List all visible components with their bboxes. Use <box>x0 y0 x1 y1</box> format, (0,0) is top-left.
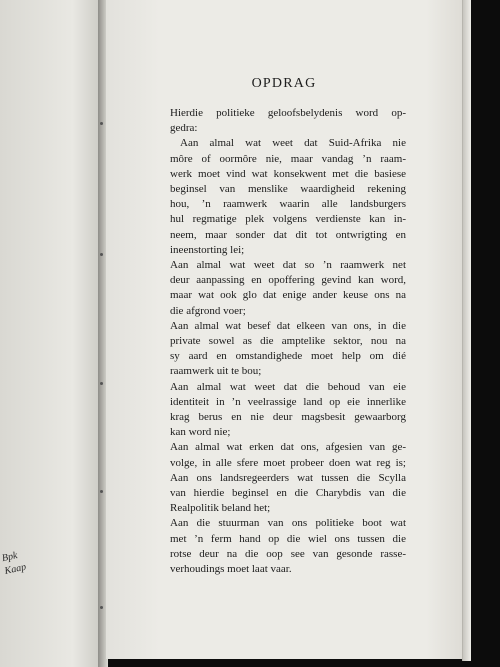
text-line: raamwerk uit te bou; <box>170 365 262 378</box>
dedication-text <box>170 106 406 577</box>
text-line: hou, ’n raamwerk waarin alle landsburgers <box>170 198 406 211</box>
text-line: volge, in alle sfere moet probeer doen wat reg is; <box>170 456 406 469</box>
text-line: die afgrond voer; <box>170 304 246 317</box>
binding-hole <box>100 122 103 125</box>
text-line: werk moet vind wat konsekwent met die basiese <box>170 167 406 180</box>
text-line: Aan almal wat weet dat Suid-Afrika nie <box>180 137 406 150</box>
text-line: maar wat ook glo dat enige ander keuse ons na <box>170 289 406 302</box>
text-line: sy aard en omstandighede moet help om dié <box>170 350 406 363</box>
text-line: Aan die stuurman van ons politieke boot wat <box>170 517 406 530</box>
binding-hole <box>100 382 103 385</box>
text-line: identiteit in ’n veelrassige land op eie innerlike <box>170 395 406 408</box>
text-line: kan word nie; <box>170 426 231 439</box>
left-fragment-line: Kaap <box>3 561 28 577</box>
text-line: private sowel as die amptelike sektor, nou na <box>170 335 406 348</box>
text-line: ineenstorting lei; <box>170 243 245 256</box>
binding-hole <box>100 490 103 493</box>
text-line: gedra: <box>170 122 198 135</box>
left-page <box>0 0 104 667</box>
text-line: môre of oormôre nie, maar vandag ’n raam- <box>170 152 406 165</box>
left-fragment-line: Bpk <box>0 550 19 565</box>
page-edge <box>462 0 471 661</box>
text-line: Aan almal wat besef dat elkeen van ons, in die <box>170 319 406 332</box>
binding-hole <box>100 606 103 609</box>
left-page-text-fragment <box>1 544 46 578</box>
text-line: Hierdie politieke geloofsbelydenis word op- <box>170 107 406 119</box>
text-line: neem, maar sonder dat dit tot ontwrigting en <box>170 228 406 241</box>
text-line: Aan almal wat weet dat so ’n raamwerk net <box>170 259 406 272</box>
text-line: deur aanpassing en opoffering gevind kan word, <box>170 274 406 287</box>
text-line: beginsel van menslike waardigheid rekening <box>170 183 406 196</box>
text-line: rotse deur na die oop see van gesonde rasse- <box>170 547 406 560</box>
text-line: Aan almal wat erken dat ons, afgesien van ge- <box>170 441 406 454</box>
text-line: Aan almal wat weet dat die behoud van eie <box>170 380 406 393</box>
page-title: OPDRAG <box>251 76 317 91</box>
text-line: hul regmatige plek volgens verdienste kan in- <box>170 213 406 226</box>
text-line: Aan ons landsregeerders wat tussen die Scylla <box>170 471 406 484</box>
text-line: krag berus en nie deur magsbesit gewaarborg <box>170 411 406 424</box>
text-line: Realpolitik beland het; <box>170 502 271 515</box>
text-line: verhoudings moet laat vaar. <box>170 563 292 576</box>
text-line: met ’n ferm hand op die wiel ons tussen die <box>170 532 406 545</box>
binding-hole <box>100 253 103 256</box>
text-line: van hierdie beginsel en die Charybdis van die <box>170 487 406 500</box>
